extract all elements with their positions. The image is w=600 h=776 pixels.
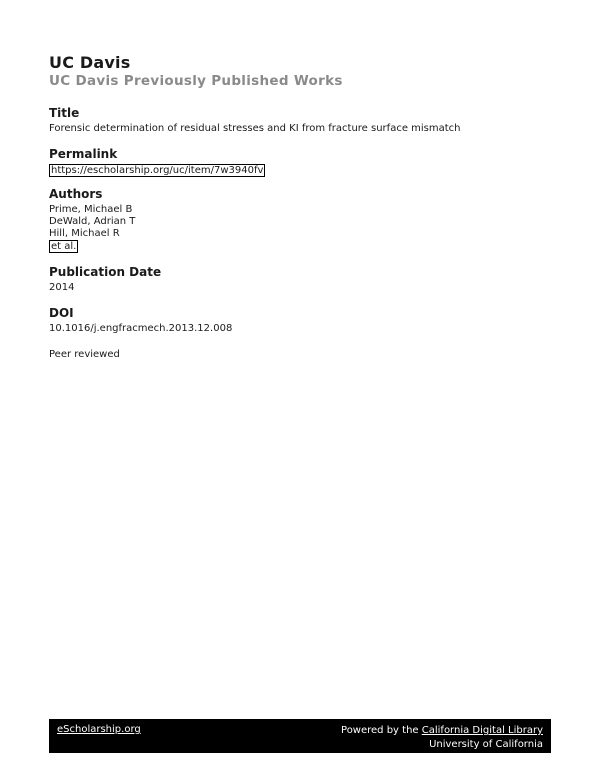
escholarship-link[interactable]: eScholarship.org (57, 724, 141, 735)
doi-section (49, 306, 232, 335)
publication-date-section (49, 265, 161, 294)
permalink-link[interactable]: https://escholarship.org/uc/item/7w3940fv (51, 165, 264, 176)
author-name: DeWald, Adrian T (49, 216, 136, 227)
authors-list (49, 204, 135, 253)
title-section (49, 106, 461, 135)
title-value: Forensic determination of residual stresses and KI from fracture surface mismatch (49, 123, 461, 134)
title-label: Title (49, 106, 80, 120)
campus-name: UC Davis (49, 53, 131, 72)
doi-value: 10.1016/j.engfracmech.2013.12.008 (49, 323, 233, 334)
authors-label: Authors (49, 187, 103, 201)
more-authors-link[interactable]: et al. (51, 241, 77, 252)
footer-credits (341, 724, 543, 752)
publication-date-label: Publication Date (49, 265, 162, 279)
permalink-section (49, 147, 265, 177)
authors-section (49, 187, 135, 253)
cdl-link[interactable]: California Digital Library (421, 725, 543, 736)
series-name: UC Davis Previously Published Works (49, 73, 343, 89)
doi-label: DOI (49, 306, 74, 320)
author-name: Hill, Michael R (49, 228, 120, 239)
peer-review-status: Peer reviewed (49, 349, 120, 360)
permalink-label: Permalink (49, 147, 118, 161)
powered-by-text: Powered by the (341, 725, 422, 736)
university-name: University of California (429, 739, 543, 750)
publication-date-value: 2014 (49, 282, 75, 293)
author-name: Prime, Michael B (49, 204, 133, 215)
footer-bar (49, 719, 551, 753)
